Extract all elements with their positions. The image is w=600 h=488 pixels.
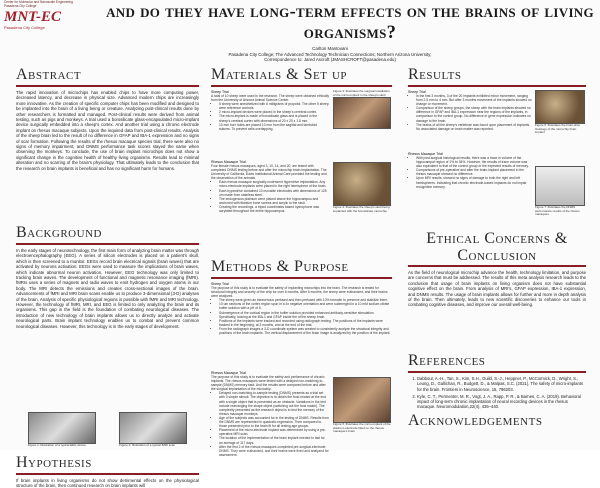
results-divider <box>408 85 586 87</box>
author-name: Carlton Mantovani <box>312 46 348 51</box>
methods-sheep-intro: The purpose of this study is to evaluate the safety of implanting microchips into the brain. The research is tested for structural integrity and security of the chip for over 6 months. After 6 months, the sheep were euthanized, and their brains were analyzed. <box>211 286 388 299</box>
results-rhesus <box>408 152 586 222</box>
figure-4-caption: Figure 4: Illustrates the sheep's skull being implanted with the borosilicate microchip <box>333 205 390 213</box>
list-item: • The location of the implementation of the brain implant needed to last for an average of 117 days. <box>219 436 329 444</box>
materials-title: Materials & Set up <box>211 66 348 83</box>
authors-block <box>190 46 470 63</box>
list-item: • Comparisons of pre-operative and after the brain-implant placement in the rhesus macaque showed no difference. <box>416 168 532 176</box>
poster-title: and do they have long-term effects on the brains of living organisms? <box>106 2 594 43</box>
figure-6-caption: Figure 6: Illustrates the brain-slice histology of the microchip brain implant <box>535 123 581 135</box>
list-item: • In the first 3 months, 3 of the 20 implants exhibited minor movement, ranging from 2.5 mm to 4 mm. But after 3 months movement of the implants showed no change or movement. <box>416 94 532 106</box>
hypothesis-text: If brain implants in living organisms do not show detrimental effects on the physiological structure of the brain, then continued research on brain implants will <box>16 477 199 488</box>
references-divider <box>408 371 586 373</box>
materials-sheep-list <box>211 102 329 131</box>
list-item: • Age of the subjects was accounted for in the testing of DNMS. Results from the DNMS are represented in quadratic regression. Then compared to those presented prior to the brain fit for all testing age groups. <box>219 416 329 428</box>
left-column <box>16 66 199 488</box>
brain-histology-image <box>535 90 585 124</box>
right-column <box>408 66 586 430</box>
ethical-title: Ethical Concerns & Conclusion <box>426 230 568 264</box>
background-title: Background <box>16 224 102 241</box>
figure-1-caption: Figure 1: Illustration of a typical EEG device <box>27 443 86 447</box>
list-item: • Comparison of the sheep groups, the sheep with the brain implants showed no difference in GFAP and IBA-1 expression near the regions of the implants, in comparison to the control group. No difference in gene expression indicates no damage to the brain. <box>416 106 532 122</box>
list-item: • The brains of all the sheep's vertebrae was found upon placement of implants. No associated damage on brain matter was reported. <box>416 123 532 131</box>
figure-2 <box>119 412 187 448</box>
logo-sub: Pasadena City College <box>4 25 45 30</box>
list-item: • Creating the recordings, a tripod coordinates based hydrophone was acrylated throughout the entire hippocampus. <box>219 205 329 213</box>
list-item: • Positions of the implants were tracked and recorded using radiograph testing. The positions of the implants were tracked in the beginning, at 3 months, and at the end of the trial. <box>219 319 392 327</box>
list-item: • The micro-implant is made of borosilicate glass and is placed in the sheep's cerebral cortex with dimensions of 20 x 20 x 1.8 mm. <box>219 114 329 122</box>
figure-1 <box>28 412 96 448</box>
author-affiliation: Pasadena City College; The Advanced Technology Technician Connections; Northern Arizona University; <box>228 51 432 57</box>
figure-3-caption: Figure 3: Illustrates the surgical installation of the micro-implant in the sheep's skull <box>333 89 390 97</box>
materials-rhesus-intro: Four female rhesus macaques, aged 3, 10, 14, and 20, are tested with completed DNMS testing before and after the microchip brain implantation. The University of California, Davis Institutional Animal Care provided the testing and the observation of the animals. <box>211 164 327 181</box>
methods-sheep <box>211 282 392 370</box>
methods-title: Methods & Purpose <box>211 258 349 275</box>
materials-rhesus <box>211 160 392 255</box>
list-item: • Submergence of the cortical region in the buffer solution provided enhanced antibody-sensitive stimulation. Specifically, looking at the IBA-1 and GFAP inside the of the sheep brain. <box>219 311 392 319</box>
list-item: • With post-surgical histological results, there was a trace in volume of the hippocampal region of 1% to 34%. However, the results of trace volume was also equivalent to that of the control group or the expected results of memory. <box>416 156 532 168</box>
hypothesis-title: Hypothesis <box>16 453 92 471</box>
list-item: • 5 sheep were anesthetized with 6 milligrams of propofol. The other 5 sheep were reference controls. <box>219 102 329 110</box>
methods-rhesus <box>211 371 392 461</box>
references-title: References <box>408 352 486 369</box>
list-item: • Upon MRI results, showed no signs of damage to both the right and left hemispheres. Indicating that chronic electrode-based implants do not impair recognition memory. <box>416 176 532 188</box>
logo-name: MNT-EC <box>4 9 61 25</box>
list-item: • Each rhesus macaque surgically underwent hyperdrive implantation. Any micro-electrode implants were placed in the right hemisphere of the brain. <box>219 180 329 188</box>
logo-line-1: Center for Molecular and Nanoscale Engineering <box>4 0 73 4</box>
methods-rhesus-heading: Rhesus Macaque Trial <box>211 371 246 375</box>
materials-rhesus-heading: Rhesus Macaque Trial <box>211 160 246 164</box>
abstract-divider <box>16 85 199 87</box>
fmri-image <box>119 412 187 444</box>
author-correspondence: Correspondence to: Jared Ascroft (JMASHCROFT@pasadena.edu) <box>264 57 396 63</box>
abstract-text: The rapid innovation of microchips has enabled chips to have more computing power, decreased latency, and decrease in physical size. Advanced modern chips are increasingly more innovative. As the creation of specific computer chips has been modified and designed to be implanted into the brain of a living being or creature. Analyzing post-clinical results done by other researchers is formatted and managed. Post-clinical results were derived from animal testing, such as pigs and monkeys. A trial used a borosilicate glass-encapsulated micro-implant device surgically embedded into a sheep's cortex. And another trial using a chronic electrode implant on rhesus macaque subjects. Upon the inquired data from post-clinical results. Analysis of the sheep brain led to the result of no difference in GFAP and IBA-1 expression and no signs of scar formation. Following the results of the rhesus macaque species trial, there were also no signs of memory impairment, and DNMS performance task scores stayed the same when observing the monkeys. To conclude, the use of brain implant microchips does not show a significant change in the cognitive health of healthy living organisms. Results lead to minimal alteration and no scarring of the brain's physiology. That ultimately leads to the conclusion that the research on brain implants is beneficial and has no significant harm for humans. <box>16 90 199 171</box>
list-item: • The endogenous platinum were placed above the hippocampus and anchored with titanium bone screws and acrylic to the skull. <box>219 197 329 205</box>
results-sheep <box>408 90 586 150</box>
background-figures <box>16 412 199 448</box>
figure-5-caption: Figure 5: Illustrates the micro-implant of the platinum electrode fitted on the rhesus macaque's brain <box>333 422 391 434</box>
methods-sheep-list <box>211 298 392 335</box>
references-list <box>408 376 586 410</box>
methods-divider <box>211 277 392 279</box>
dnms-results-image <box>535 166 585 206</box>
ethical-text: As the field of neurological microchip advance the health, technology limitation, and purpose are concerns that must be addressed. The results of this meta analysis research leads to the conclusion that usage of brain implants on living organism does not have substantial cognitive effect on the brain. From analysis of MRI's, GFAP expression, IBA-1 expression, and DNMS results. The usage of brain implants allows for further and more in depth analysis of the brain. Then ultimately, leads to new scientific discoveries to enhance our tools in combating cognitive diseases, and improve our overall well-being. <box>408 270 586 308</box>
figure-7-caption: Figure 7: Illustrates the DNMS performance results of the rhesus macaques <box>535 205 580 217</box>
figure-2-caption: Figure 2: Illustration of a typical fMRI scan <box>119 443 176 447</box>
results-title: Results <box>408 66 462 83</box>
list-item: • Placement of the micro-electrode implant was determined by using a pre-operative MRI scan. <box>219 428 329 436</box>
materials-rhesus-list <box>211 180 329 213</box>
ethical-divider <box>408 265 586 267</box>
results-rhesus-list <box>408 156 532 189</box>
materials-sheep-heading: Sheep Trial <box>211 90 229 94</box>
results-sheep-heading: Sheep Trial <box>408 90 426 94</box>
hypothesis-divider <box>16 473 199 475</box>
abstract-title: Abstract <box>16 66 82 83</box>
background-text: In the early stages of neurotechnology, the first main form of analyzing brain matter was through electroencephalography (EEG). A series of silicon electrodes is placed on a patient's skull, which is then screened to a monitor. EEGs record brain electrical signals (brain waves) that are activated by neurons activation. EEGs were used to measure the implications of brain waves, which indicate abnormal neuron activation. However, EEG technology was only limited to tracking brain waves. The development of functional and magnetic resonance imaging (fMRI). fMRIs uses a series of magnets and radio waves to emit hydrogen and oxygen atoms in our body. The MRI detects the emissions and creates cross-sectional images of the brain. Advancements of fMRI and MRI brain scans enable us to produce 3-dimensional (3-D) analyses of the brain. Analysis of specific physiological regions is possible with fMRI and MRI technology. However, the technology of fMRI, MRI, and EEG is limited to only analyzing the brain and its organisms. This gap in the field is the foundation of combating neurological diseases. The introduction of new technology of brain implants allows us to directly analyze and activate neurological parts. Brain implant technology enables us to combat and prevent common neurological diseases. However, this technology is in the early stages of development. <box>16 248 199 329</box>
list-item: • Delayed non-matching-to-sample testing (DNMS) presents as a trial set with 3 simple stimuli. The objective is to obtain the food reward at the end with a single object that is presented as an obstacle. Variations in the test include rearranging the shape object (switching out the food match). The complexity presented as the research object is to test the memory of the rhesus macaque monkeys. <box>219 391 329 416</box>
logo-line-2: Pasadena City College <box>4 4 37 8</box>
methods-sheep-heading: Sheep Trial <box>211 282 229 286</box>
list-item: • 10 um sections of the cortex region spun in a 4x negative orientation and were submerged in a 10 mM sodium citrate buffer solution with a pH of 6. <box>219 302 392 310</box>
eeg-image <box>28 412 96 444</box>
list-item: • After the first 2 of the rhesus macaques completed pre-surgical-electrode DNMS. They were euthanized, and their brains were fixed and analyzed for assessment. <box>219 445 329 457</box>
sheep-skull-image <box>333 97 391 129</box>
acknowledgements-title: Acknowledgements <box>408 411 543 429</box>
list-item: • 2 micro-implant devices were placed in the sheep's cerebral cortex. <box>219 110 329 114</box>
list-item: • From the radiograph images a 3-D coordinate system was created to consistently analyze the structural integrity and positions of the brain implants. The vertical displacement of the brain image is analyzed by the position of the implant. <box>219 327 392 335</box>
list-item: • 10 mm burr holes are placed 10 mm from the sagittal and lambdoid sutures. To prevent cells overlapping. <box>219 123 329 131</box>
materials-divider <box>211 85 392 87</box>
methods-rhesus-list <box>211 391 329 457</box>
background-divider <box>16 243 199 245</box>
results-sheep-list <box>408 94 532 131</box>
list-item: 1. Dabbour, A.-H., Tan, S., Kim, S.H., Guild, S.-J., Heppner, P., McCormick, D., Wright, S., Leung, D., Gallichan, R., Budgett, D., & Malpas, S.C. (2021). The safety of micro-implants for the brain. Frontiers in Neuroscience, 15, 796203. <box>417 376 586 392</box>
middle-column <box>211 66 392 461</box>
logo <box>4 0 92 44</box>
sheep-implant-image <box>333 162 391 206</box>
list-item: 2. Kyle, C. T., Permenter, M. R., Vogt, J. A., Rapp, P. R., & Barnes, C. A. (2019). Behavioral impact of long-term chronic implantation of neural recording devices in the rhesus macaque. Neuromodulation,22(4), 435–440. <box>417 394 586 410</box>
rhesus-brain-image <box>333 377 391 423</box>
materials-sheep-intro: A total of 10 sheep were used in the research. The sheep were obtained ethically from the University of Arizona Animal Science Center. <box>211 94 329 103</box>
results-rhesus-heading: Rhesus Macaque Trial <box>408 152 443 156</box>
materials-sheep <box>211 90 392 158</box>
methods-rhesus-intro: The purpose of this study is to evaluate the safety and performance of chronic implants. The rhesus macaques were tested with a delayed non-matching-to-sample (DNMS) memory task. And the results were compared before and after the surgical implantation of the microchip. <box>211 375 326 392</box>
list-item: • The sheep were given an intravenous perfused and then perfused with 10% formalin to preserve and stabilize them. <box>219 298 392 302</box>
list-item: • Each hyperdrive contained 10 movable electrodes with dimensions of 125 um made from stainless steel. <box>219 189 329 197</box>
